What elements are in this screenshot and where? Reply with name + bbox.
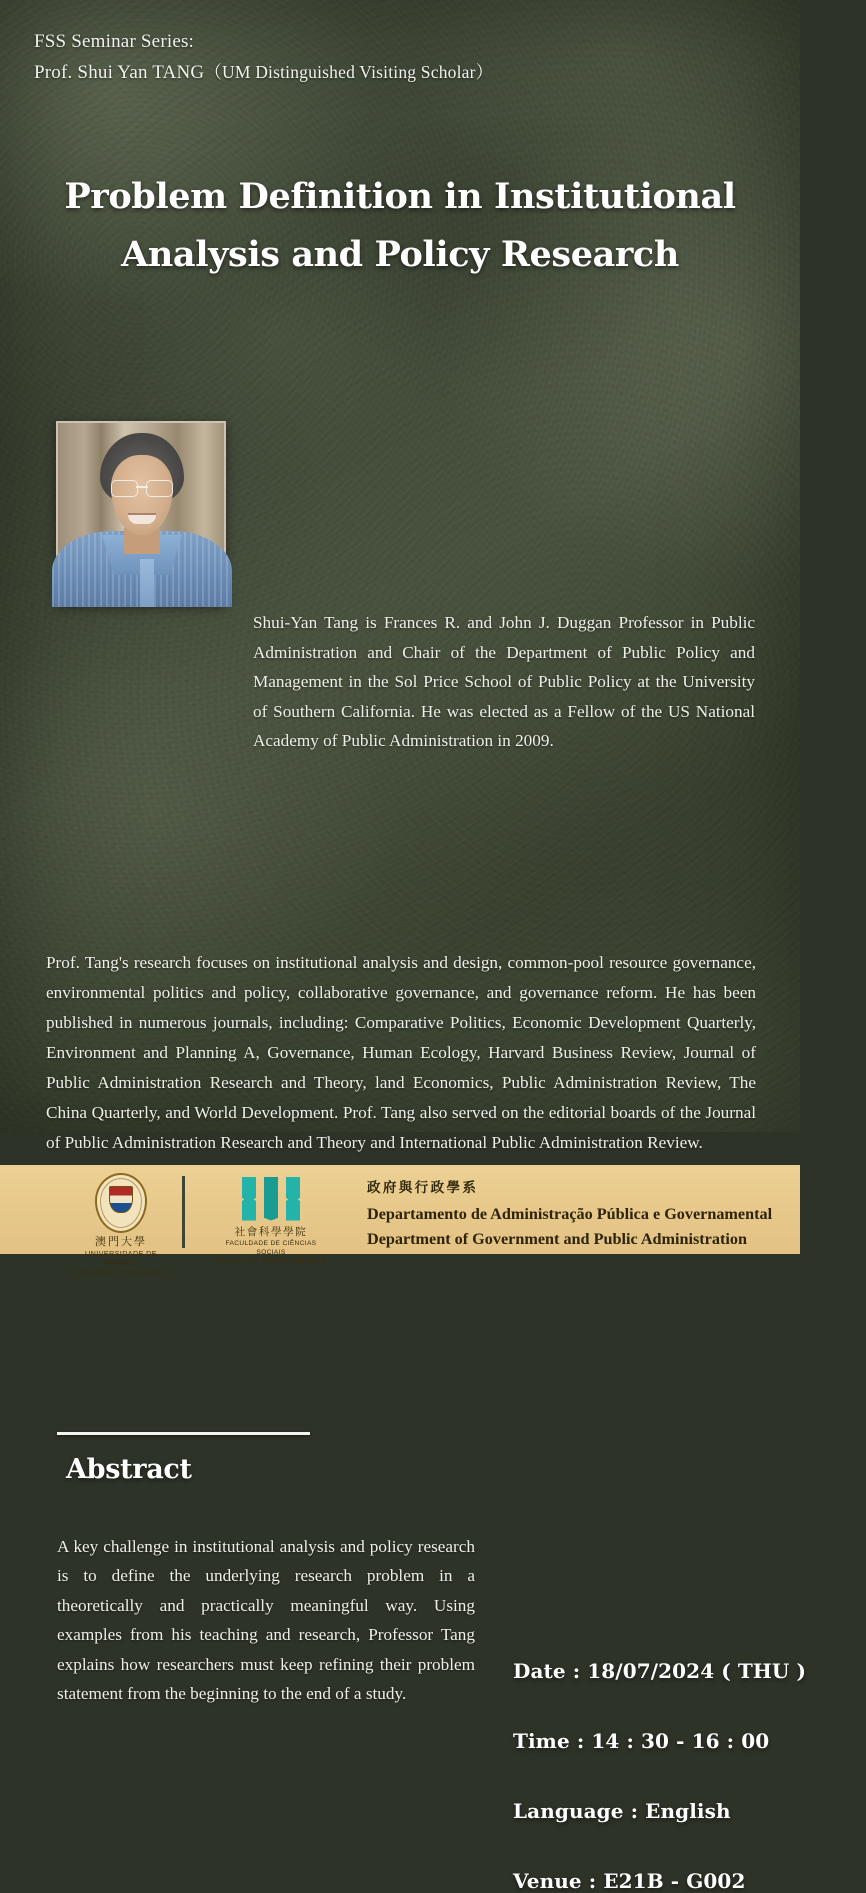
glasses-right-lens bbox=[146, 480, 173, 497]
um-shield-icon bbox=[109, 1186, 133, 1213]
fss-name-cn: 社會科學學院 bbox=[234, 1225, 308, 1238]
detail-language: Language : English bbox=[513, 1798, 731, 1823]
glasses-icon bbox=[111, 480, 173, 495]
fss-bar-5 bbox=[286, 1197, 300, 1221]
abstract-heading: Abstract bbox=[66, 1453, 192, 1485]
title-line-2: Analysis and Policy Research bbox=[121, 234, 679, 275]
um-name-pt: UNIVERSIDADE DE MACAU bbox=[85, 1248, 157, 1267]
university-of-macau-logo bbox=[73, 1173, 169, 1278]
footer-bar bbox=[0, 1165, 800, 1277]
fss-bar-3 bbox=[264, 1177, 278, 1221]
research-description: Prof. Tang's research focuses on institutional analysis and design, common-pool resource governance, environmental politics and policy, collaborative governance, and governance reform. He has been published in numerous journals, including: Comparative Politics, Economic Development Quarterly, Environment and Planning A, Governance, Human Ecology, Harvard Business Review, Journal of Public Administration Research and Theory, land Economics, Public Administration Review, The China Quarterly, and World Development. Prof. Tang also served on the editorial boards of the Journal of Public Administration Research and Theory and International Public Administration Review. bbox=[46, 952, 756, 1152]
fss-monogram-icon bbox=[240, 1175, 302, 1223]
speaker-biography: Shui-Yan Tang is Frances R. and John J. Duggan Professor in Public Administration and Chair of the Department of Public Policy and Management in the Sol Price School of Public Policy at the University of Southern California. He was elected as a Fellow of the US National Academy of Public Administration in 2009. bbox=[253, 613, 755, 750]
department-names bbox=[367, 1178, 772, 1252]
faculty-of-social-sciences-logo bbox=[215, 1175, 327, 1266]
series-label: FSS Seminar Series: bbox=[34, 31, 195, 52]
fss-name-pt: FACULDADE DE CIÊNCIAS SOCIAIS bbox=[225, 1239, 317, 1256]
section-divider bbox=[57, 1432, 310, 1435]
seminar-series-kicker bbox=[34, 26, 694, 88]
fss-name-en: FACULTY OF SOCIAL SCIENCES bbox=[215, 1257, 327, 1265]
department-name-cn: 政府與行政學系 bbox=[367, 1179, 479, 1196]
um-crest-icon bbox=[95, 1173, 147, 1233]
speaker-affiliation: （UM Distinguished Visiting Scholar） bbox=[204, 62, 494, 82]
um-name-en: UNIVERSITY OF MACAU bbox=[75, 1267, 167, 1277]
um-name-cn: 澳門大學 bbox=[95, 1234, 147, 1248]
event-details bbox=[513, 1658, 807, 1893]
detail-time: Time : 14 : 30 - 16 : 00 bbox=[513, 1728, 770, 1753]
speaker-name: Prof. Shui Yan TANG bbox=[34, 62, 205, 83]
speaker-line bbox=[34, 57, 694, 88]
detail-venue: Venue : E21B - G002 bbox=[513, 1868, 746, 1893]
glasses-left-lens bbox=[111, 480, 138, 497]
fss-bar-2 bbox=[242, 1197, 256, 1221]
department-name-pt: Departamento de Administração Pública e Governamental bbox=[367, 1204, 773, 1223]
footer-vertical-divider bbox=[182, 1176, 185, 1248]
detail-date: Date : 18/07/2024 ( THU ) bbox=[513, 1658, 807, 1683]
photo-shirt-placket bbox=[140, 559, 154, 607]
speaker-photo bbox=[56, 421, 226, 605]
title-line-1: Problem Definition in Institutional bbox=[64, 176, 736, 217]
page-title bbox=[40, 168, 760, 284]
department-name-en: Department of Government and Public Administration bbox=[367, 1229, 747, 1248]
abstract-text: A key challenge in institutional analysis and policy research is to define the underlying research problem in a theoretically and practically meaningful way. Using examples from his teaching and research, Professor Tang explains how researchers must keep refining their problem statement from the beginning to the end of a study. bbox=[57, 1536, 475, 1703]
